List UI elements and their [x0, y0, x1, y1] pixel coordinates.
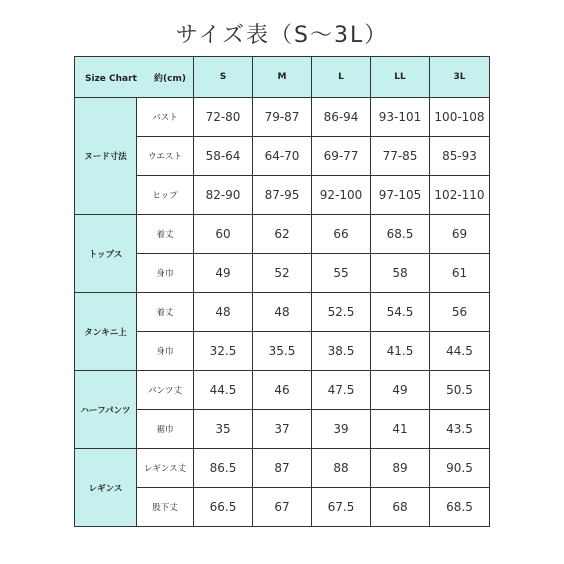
value-cell: 41.5	[371, 332, 430, 371]
value-cell: 38.5	[312, 332, 371, 371]
header-label-cell	[75, 57, 194, 98]
measurement-label: バスト	[137, 98, 194, 137]
value-cell: 66.5	[194, 488, 253, 527]
measurement-label: ヒップ	[137, 176, 194, 215]
value-cell: 66	[312, 215, 371, 254]
table-row	[75, 488, 490, 527]
value-cell: 69-77	[312, 137, 371, 176]
value-cell: 49	[194, 254, 253, 293]
value-cell: 64-70	[253, 137, 312, 176]
measurement-label: 裾巾	[137, 410, 194, 449]
value-cell: 62	[253, 215, 312, 254]
value-cell: 68	[371, 488, 430, 527]
value-cell: 54.5	[371, 293, 430, 332]
value-cell: 55	[312, 254, 371, 293]
table-row	[75, 215, 490, 254]
measurement-label: 身巾	[137, 332, 194, 371]
group-label: トップス	[75, 215, 137, 293]
table-row	[75, 410, 490, 449]
measurement-label: 着丈	[137, 293, 194, 332]
value-cell: 67	[253, 488, 312, 527]
value-cell: 100-108	[430, 98, 490, 137]
value-cell: 86.5	[194, 449, 253, 488]
value-cell: 87	[253, 449, 312, 488]
measurement-label: 身巾	[137, 254, 194, 293]
value-cell: 92-100	[312, 176, 371, 215]
value-cell: 97-105	[371, 176, 430, 215]
table-row	[75, 176, 490, 215]
value-cell: 61	[430, 254, 490, 293]
page-title: サイズ表（S～3L）	[175, 23, 389, 48]
value-cell: 43.5	[430, 410, 490, 449]
value-cell: 68.5	[371, 215, 430, 254]
value-cell: 88	[312, 449, 371, 488]
value-cell: 82-90	[194, 176, 253, 215]
value-cell: 35.5	[253, 332, 312, 371]
value-cell: 41	[371, 410, 430, 449]
size-header-3l: 3L	[430, 57, 490, 98]
value-cell: 47.5	[312, 371, 371, 410]
value-cell: 52.5	[312, 293, 371, 332]
table-row	[75, 449, 490, 488]
measurement-label: 着丈	[137, 215, 194, 254]
table-row	[75, 332, 490, 371]
table-row	[75, 137, 490, 176]
measurement-label: レギンス丈	[137, 449, 194, 488]
value-cell: 52	[253, 254, 312, 293]
value-cell: 102-110	[430, 176, 490, 215]
value-cell: 48	[194, 293, 253, 332]
value-cell: 44.5	[430, 332, 490, 371]
table-row	[75, 254, 490, 293]
value-cell: 86-94	[312, 98, 371, 137]
value-cell: 89	[371, 449, 430, 488]
value-cell: 85-93	[430, 137, 490, 176]
group-label: ハーフパンツ	[75, 371, 137, 449]
table-row	[75, 371, 490, 410]
size-header-s: S	[194, 57, 253, 98]
group-label: レギンス	[75, 449, 137, 527]
size-header-m: M	[253, 57, 312, 98]
value-cell: 90.5	[430, 449, 490, 488]
value-cell: 77-85	[371, 137, 430, 176]
value-cell: 49	[371, 371, 430, 410]
unit-label: 約(cm)	[154, 73, 186, 84]
size-chart-table	[74, 56, 490, 527]
value-cell: 50.5	[430, 371, 490, 410]
value-cell: 58	[371, 254, 430, 293]
value-cell: 72-80	[194, 98, 253, 137]
value-cell: 37	[253, 410, 312, 449]
size-header-l: L	[312, 57, 371, 98]
value-cell: 32.5	[194, 332, 253, 371]
size-header-ll: LL	[371, 57, 430, 98]
value-cell: 79-87	[253, 98, 312, 137]
value-cell: 69	[430, 215, 490, 254]
measurement-label: ウエスト	[137, 137, 194, 176]
value-cell: 46	[253, 371, 312, 410]
value-cell: 93-101	[371, 98, 430, 137]
measurement-label: パンツ丈	[137, 371, 194, 410]
value-cell: 44.5	[194, 371, 253, 410]
header-row	[75, 57, 490, 98]
group-label: ヌード寸法	[75, 98, 137, 215]
group-label: タンキニ上	[75, 293, 137, 371]
value-cell: 67.5	[312, 488, 371, 527]
table-row	[75, 98, 490, 137]
size-chart-label: Size Chart	[85, 73, 137, 84]
measurement-label: 股下丈	[137, 488, 194, 527]
table-row	[75, 293, 490, 332]
value-cell: 87-95	[253, 176, 312, 215]
value-cell: 68.5	[430, 488, 490, 527]
value-cell: 48	[253, 293, 312, 332]
value-cell: 35	[194, 410, 253, 449]
value-cell: 58-64	[194, 137, 253, 176]
value-cell: 56	[430, 293, 490, 332]
value-cell: 60	[194, 215, 253, 254]
value-cell: 39	[312, 410, 371, 449]
